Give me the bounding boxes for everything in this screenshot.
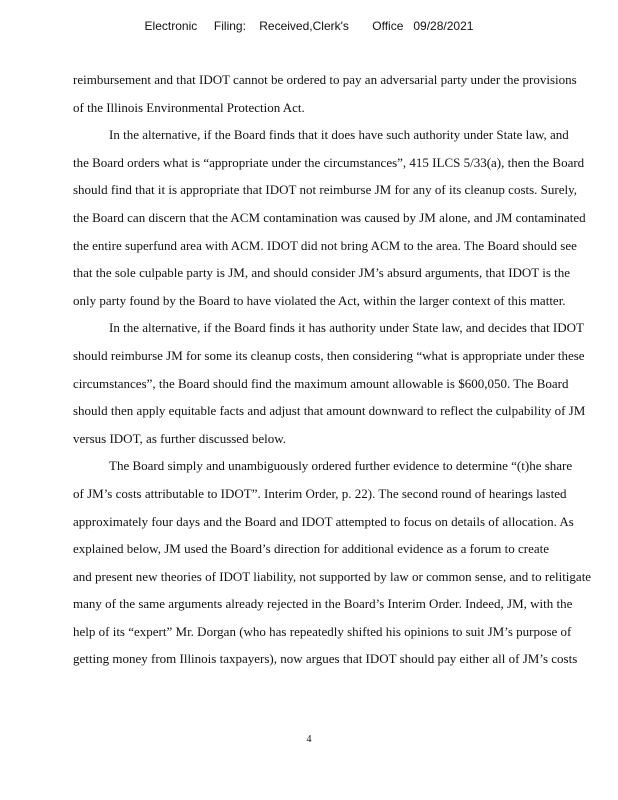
body-line: In the alternative, if the Board finds it has authority under State law, and decides that IDOT — [109, 320, 584, 336]
body-line: The Board simply and unambiguously ordered further evidence to determine “(t)he share — [109, 458, 573, 474]
body-line: reimbursement and that IDOT cannot be ordered to pay an adversarial party under the provisions — [73, 72, 577, 87]
body-line: the Board can discern that the ACM contamination was caused by JM alone, and JM contaminated — [73, 209, 586, 225]
body-line: should reimburse JM for some its cleanup costs, then considering “what is appropriate under these — [73, 347, 585, 363]
body-line: approximately four days and the Board and IDOT attempted to focus on details of allocation. As — [73, 513, 574, 529]
electronic-filing-header: Electronic Filing: Received,Clerk's Office 09/28/2021 — [144, 19, 474, 33]
body-line: should find that it is appropriate that IDOT not reimburse JM for any of its cleanup costs. Surely, — [73, 182, 578, 198]
body-line: In the alternative, if the Board finds that it does have such authority under State law, and — [109, 127, 569, 143]
body-line: getting money from Illinois taxpayers), now argues that IDOT should pay either all of JM’s costs — [73, 651, 578, 667]
document-body — [73, 66, 593, 673]
body-line: help of its “expert” Mr. Dorgan (who has repeatedly shifted his opinions to suit JM’s purpose of — [73, 623, 572, 639]
body-line: explained below, JM used the Board’s direction for additional evidence as a forum to create — [73, 541, 550, 557]
body-line: many of the same arguments already rejected in the Board’s Interim Order. Indeed, JM, with the — [73, 596, 573, 612]
body-line: should then apply equitable facts and adjust that amount downward to reflect the culpability of JM — [73, 403, 586, 419]
body-line: that the sole culpable party is JM, and should consider JM’s absurd arguments, that IDOT is the — [73, 265, 571, 281]
body-line: and present new theories of IDOT liability, not supported by law or common sense, and to relitigate — [73, 568, 592, 584]
body-line: versus IDOT, as further discussed below. — [73, 430, 287, 446]
body-line: the entire superfund area with ACM. IDOT did not bring ACM to the area. The Board should see — [73, 237, 577, 253]
body-line: circumstances”, the Board should find the maximum amount allowable is $600,050. The Board — [73, 375, 569, 391]
body-line: only party found by the Board to have violated the Act, within the larger context of this matter. — [73, 292, 566, 308]
page-number: 4 — [306, 734, 312, 745]
body-line: of JM’s costs attributable to IDOT”. Interim Order, p. 22). The second round of hearings lasted — [73, 485, 567, 501]
body-line: the Board orders what is “appropriate under the circumstances”, 415 ILCS 5/33(a), then the Board — [73, 154, 585, 170]
body-line: of the Illinois Environmental Protection Act. — [73, 99, 305, 115]
